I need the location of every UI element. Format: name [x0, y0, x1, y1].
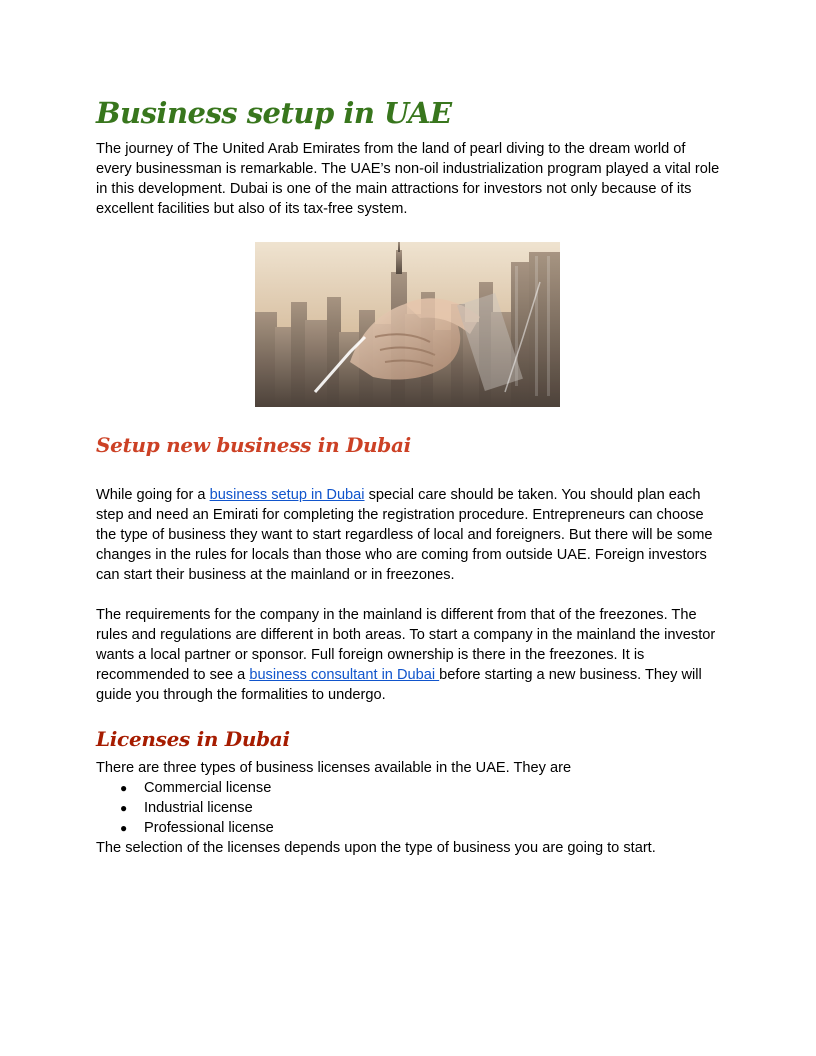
setup-paragraph-2: [96, 605, 720, 705]
business-setup-link[interactable]: business setup in Dubai: [209, 487, 365, 503]
list-item-label: Professional license: [144, 820, 274, 836]
intro-paragraph: The journey of The United Arab Emirates from the land of pearl diving to the dream world of every businessman is remarkable. The UAE’s non-oil industrialization program played a vital role in this development. Dubai is one of the main attractions for investors not only because of its excellent facilities but also of its tax-free system.: [96, 141, 720, 217]
setup-paragraph-1: [96, 485, 720, 585]
licenses-closing: The selection of the licenses depends upon the type of business you are going to start.: [96, 840, 656, 856]
bullet-icon: ●: [120, 781, 128, 795]
list-item: [96, 798, 720, 818]
bullet-icon: ●: [120, 821, 128, 835]
list-item: [96, 778, 720, 798]
licenses-list: [96, 778, 720, 838]
list-item-label: Commercial license: [144, 780, 272, 796]
setup-p1-text-a: While going for a: [96, 487, 210, 503]
setup-p2-text-b: before starting a new business. They will guide you through the formalities to undergo.: [96, 667, 702, 703]
handshake-city-image: [255, 242, 560, 407]
licenses-heading: Licenses in Dubai: [96, 727, 290, 751]
page-title: Business setup in UAE: [96, 96, 452, 130]
business-consultant-link[interactable]: business consultant in Dubai: [249, 667, 440, 683]
setup-heading: Setup new business in Dubai: [96, 433, 411, 457]
bullet-icon: ●: [120, 801, 128, 815]
licenses-intro: There are three types of business licenses available in the UAE. They are: [96, 760, 572, 776]
list-item-label: Industrial license: [144, 800, 253, 816]
list-item: [96, 818, 720, 838]
setup-p2-text-a: The requirements for the company in the mainland is different from that of the freezones. The rules and regulations are different in both areas. To start a company in the mainland the investor wants a local partner or sponsor. Full foreign ownership is there in the freezones. It is recommended to see a: [96, 607, 716, 683]
setup-p1-text-b: special care should be taken. You should plan each step and need an Emirati for completing the registration procedure. Entrepreneurs can choose the type of business they want to start regardless of local and foreigners. But there will be some changes in the rules for locals than those who are coming from outside UAE. Foreign investors can start their business at the mainland or in freezones.: [96, 487, 713, 583]
